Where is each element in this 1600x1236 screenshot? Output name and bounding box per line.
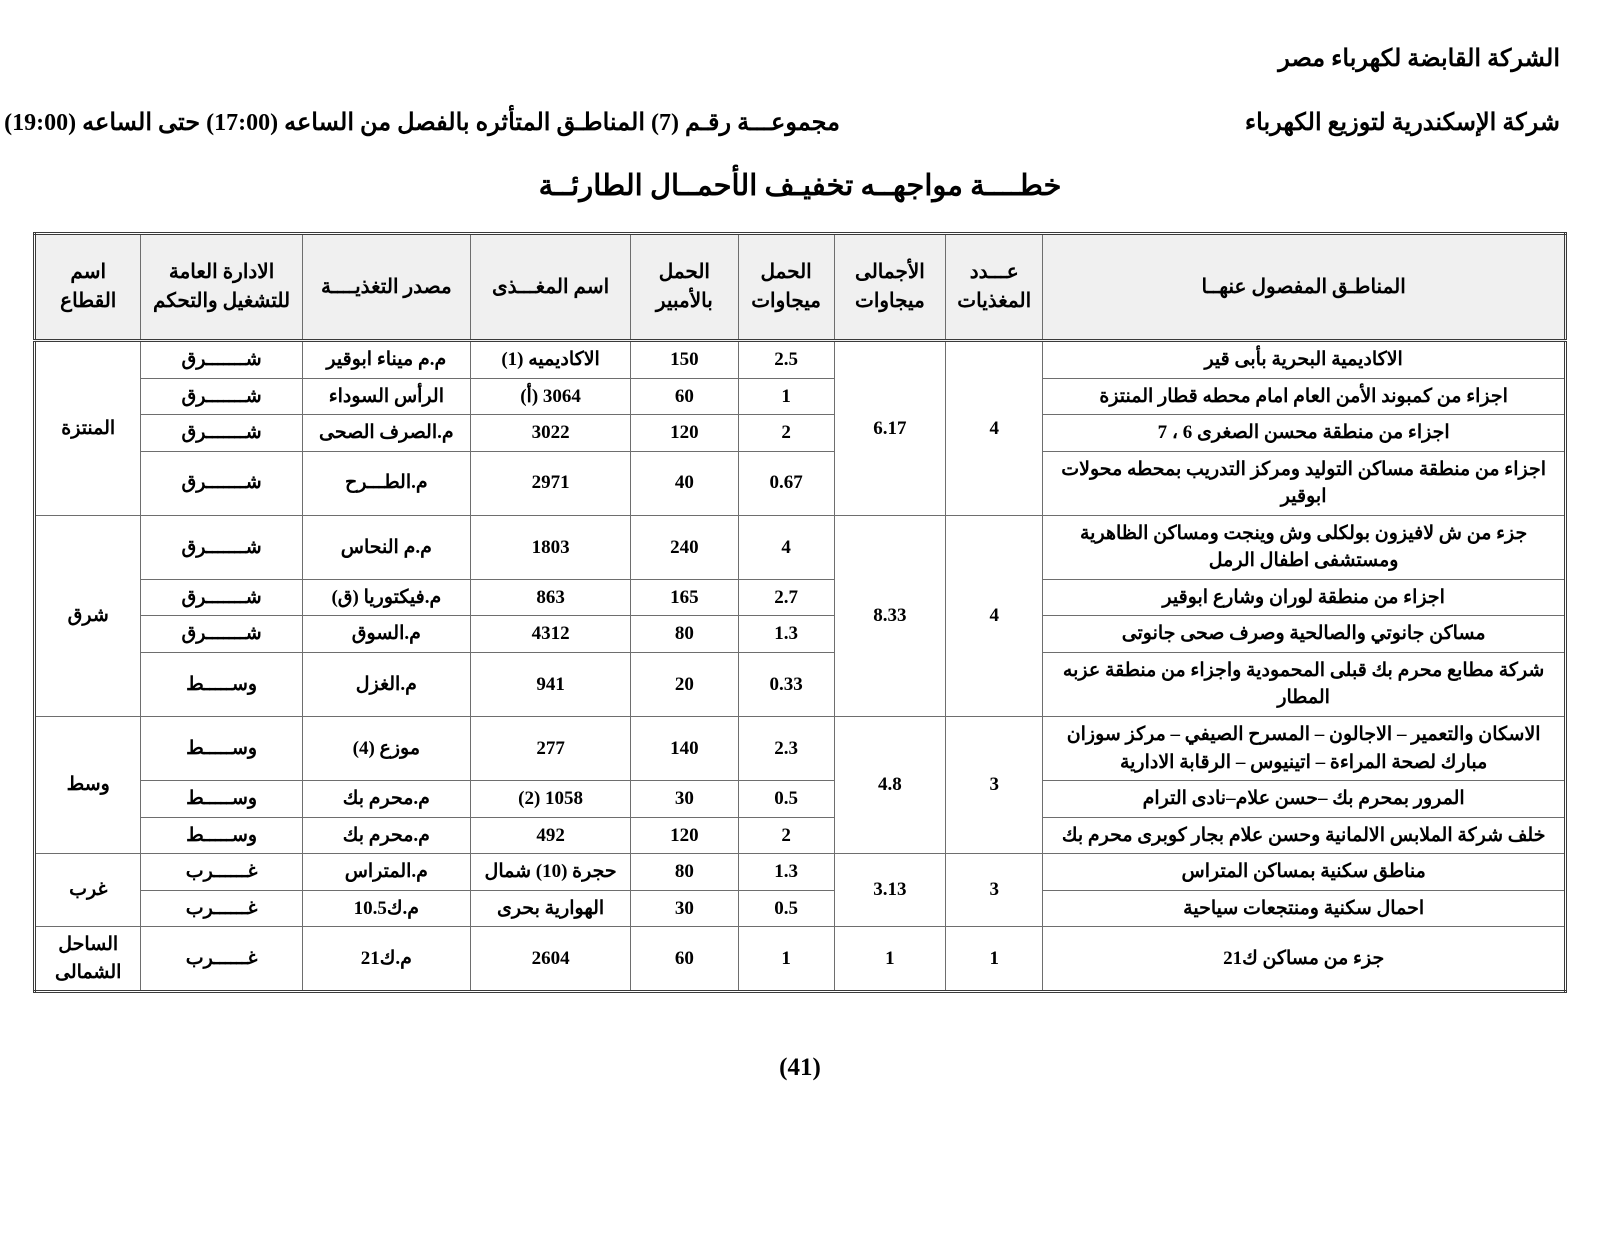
cell-feeder-count: 3 <box>946 854 1043 927</box>
cell-load-amp: 120 <box>631 415 738 452</box>
cell-feeder-name: 3022 <box>471 415 631 452</box>
cell-feeder-name: 2604 <box>471 927 631 992</box>
col-header-load-amp <box>631 234 738 341</box>
col-header-load-mw <box>738 234 834 341</box>
cell-areas: اجزاء من منطقة مساكن التوليد ومركز التدريب بمحطه محولات ابوقير <box>1043 451 1566 515</box>
cell-areas: جزء من مساكن ك21 <box>1043 927 1566 992</box>
cell-areas: احمال سكنية ومنتجعات سياحية <box>1043 890 1566 927</box>
cell-total-mw: 1 <box>834 927 946 992</box>
cell-load-amp: 80 <box>631 854 738 891</box>
group-schedule-line: مجموعـــة رقـم (7) المناطـق المتأثره بالفصل من الساعه (17:00) حتى الساعه (19:00) <box>4 110 840 136</box>
table-row <box>35 579 1566 616</box>
load-shedding-table <box>33 232 1567 993</box>
table-row <box>35 341 1566 379</box>
col-header-load-mw-l1: الحمل <box>760 261 812 283</box>
table-row <box>35 817 1566 854</box>
cell-feeder-count: 3 <box>946 717 1043 854</box>
cell-load-mw: 1 <box>738 378 834 415</box>
cell-load-amp: 60 <box>631 927 738 992</box>
cell-load-mw: 0.33 <box>738 652 834 716</box>
cell-department: وســـــط <box>141 717 302 781</box>
table-body <box>35 341 1566 992</box>
col-header-load-mw-l2: ميجاوات <box>751 290 821 312</box>
load-shedding-table-wrapper <box>33 232 1567 993</box>
cell-department: شـــــــرق <box>141 515 302 579</box>
cell-supply-source: موزع (4) <box>302 717 470 781</box>
cell-supply-source: م.الصرف الصحى <box>302 415 470 452</box>
cell-load-amp: 120 <box>631 817 738 854</box>
cell-load-mw: 1.3 <box>738 854 834 891</box>
cell-feeder-name: 863 <box>471 579 631 616</box>
cell-feeder-name: 1803 <box>471 515 631 579</box>
table-row <box>35 616 1566 653</box>
cell-supply-source: م.م ميناء ابوقير <box>302 341 470 379</box>
holding-company-name: الشركة القابضة لكهرباء مصر <box>1278 46 1560 72</box>
cell-load-mw: 0.67 <box>738 451 834 515</box>
cell-load-amp: 20 <box>631 652 738 716</box>
cell-feeder-name: الهوارية بحرى <box>471 890 631 927</box>
cell-department: غــــــرب <box>141 890 302 927</box>
distribution-company-name: شركة الإسكندرية لتوزيع الكهرباء <box>1244 110 1560 136</box>
cell-sector: غرب <box>35 854 141 927</box>
cell-department: شـــــــرق <box>141 451 302 515</box>
cell-supply-source: م.فيكتوريا (ق) <box>302 579 470 616</box>
cell-supply-source: م.محرم بك <box>302 817 470 854</box>
cell-load-amp: 150 <box>631 341 738 379</box>
cell-feeder-name: الاكاديميه (1) <box>471 341 631 379</box>
col-header-supply-source: مصدر التغذيــــة <box>302 234 470 341</box>
cell-department: غــــــرب <box>141 927 302 992</box>
cell-feeder-name: 277 <box>471 717 631 781</box>
col-header-load-amp-l1: الحمل <box>658 261 710 283</box>
cell-load-mw: 0.5 <box>738 890 834 927</box>
cell-areas: مساكن جانوتي والصالحية وصرف صحى جانوتى <box>1043 616 1566 653</box>
cell-load-mw: 1.3 <box>738 616 834 653</box>
cell-areas: المرور بمحرم بك –حسن علام–نادى الترام <box>1043 781 1566 818</box>
col-header-areas: المناطـق المفصول عنهــا <box>1043 234 1566 341</box>
table-row <box>35 781 1566 818</box>
cell-supply-source: م.م النحاس <box>302 515 470 579</box>
col-header-feeder-count-l1: عـــدد <box>969 261 1019 283</box>
cell-department: شـــــــرق <box>141 378 302 415</box>
cell-feeder-name: 1058 (2) <box>471 781 631 818</box>
cell-load-amp: 240 <box>631 515 738 579</box>
cell-total-mw: 4.8 <box>834 717 946 854</box>
cell-areas: اجزاء من كمبوند الأمن العام امام محطه قطار المنتزة <box>1043 378 1566 415</box>
cell-load-amp: 30 <box>631 781 738 818</box>
cell-load-mw: 4 <box>738 515 834 579</box>
cell-supply-source: م.ك10.5 <box>302 890 470 927</box>
cell-feeder-count: 4 <box>946 341 1043 516</box>
cell-load-mw: 2 <box>738 817 834 854</box>
cell-feeder-name: 492 <box>471 817 631 854</box>
table-row <box>35 415 1566 452</box>
cell-load-mw: 2.7 <box>738 579 834 616</box>
cell-sector: الساحل الشمالى <box>35 927 141 992</box>
col-header-feeder-name: اسم المغـــذى <box>471 234 631 341</box>
col-header-feeder-count <box>946 234 1043 341</box>
cell-feeder-name: 4312 <box>471 616 631 653</box>
col-header-load-amp-l2: بالأمبير <box>655 290 713 312</box>
document-title: خطــــة مواجهــه تخفيـف الأحمــال الطارئــة <box>538 170 1062 202</box>
table-row <box>35 652 1566 716</box>
cell-supply-source: الرأس السوداء <box>302 378 470 415</box>
cell-department: وســـــط <box>141 781 302 818</box>
page-number: (41) <box>779 1054 821 1081</box>
cell-areas: الاكاديمية البحرية بأبى قير <box>1043 341 1566 379</box>
col-header-department-l1: الادارة العامة <box>168 261 275 283</box>
cell-department: شـــــــرق <box>141 579 302 616</box>
cell-sector: شرق <box>35 515 141 716</box>
cell-department: شـــــــرق <box>141 415 302 452</box>
cell-feeder-name: 941 <box>471 652 631 716</box>
cell-sector: المنتزة <box>35 341 141 516</box>
col-header-total-mw-l1: الأجمالى <box>855 261 925 283</box>
cell-areas: مناطق سكنية بمساكن المتراس <box>1043 854 1566 891</box>
cell-department: وســـــط <box>141 817 302 854</box>
cell-feeder-name: حجرة (10) شمال <box>471 854 631 891</box>
cell-feeder-count: 1 <box>946 927 1043 992</box>
col-header-total-mw <box>834 234 946 341</box>
cell-areas: خلف شركة الملابس الالمانية وحسن علام بجار كوبرى محرم بك <box>1043 817 1566 854</box>
cell-feeder-name: 2971 <box>471 451 631 515</box>
cell-supply-source: م.الطـــرح <box>302 451 470 515</box>
cell-supply-source: م.محرم بك <box>302 781 470 818</box>
cell-load-mw: 1 <box>738 927 834 992</box>
cell-load-mw: 0.5 <box>738 781 834 818</box>
table-row <box>35 451 1566 515</box>
cell-department: شـــــــرق <box>141 341 302 379</box>
col-header-total-mw-l2: ميجاوات <box>855 290 925 312</box>
table-row <box>35 717 1566 781</box>
cell-areas: الاسكان والتعمير – الاجالون – المسرح الصيفي – مركز سوزان مبارك لصحة المراءة – اتينيوس – الرقابة الادارية <box>1043 717 1566 781</box>
cell-load-mw: 2.5 <box>738 341 834 379</box>
cell-areas: اجزاء من منطقة لوران وشارع ابوقير <box>1043 579 1566 616</box>
cell-department: غــــــرب <box>141 854 302 891</box>
table-row <box>35 890 1566 927</box>
cell-load-amp: 80 <box>631 616 738 653</box>
cell-feeder-name: 3064 (أ) <box>471 378 631 415</box>
cell-department: وســـــط <box>141 652 302 716</box>
cell-supply-source: م.المتراس <box>302 854 470 891</box>
cell-supply-source: م.ك21 <box>302 927 470 992</box>
table-row <box>35 927 1566 992</box>
col-header-department-l2: للتشغيل والتحكم <box>153 290 291 312</box>
col-header-sector: اسم القطاع <box>35 234 141 341</box>
cell-load-amp: 40 <box>631 451 738 515</box>
cell-total-mw: 3.13 <box>834 854 946 927</box>
cell-feeder-count: 4 <box>946 515 1043 716</box>
table-header-row <box>35 234 1566 341</box>
table-row <box>35 515 1566 579</box>
cell-areas: اجزاء من منطقة محسن الصغرى 6 ، 7 <box>1043 415 1566 452</box>
table-row <box>35 854 1566 891</box>
cell-total-mw: 6.17 <box>834 341 946 516</box>
cell-load-mw: 2.3 <box>738 717 834 781</box>
cell-total-mw: 8.33 <box>834 515 946 716</box>
col-header-department <box>141 234 302 341</box>
cell-load-amp: 30 <box>631 890 738 927</box>
cell-areas: جزء من ش لافيزون بولكلى وش وينجت ومساكن الظاهرية ومستشفى اطفال الرمل <box>1043 515 1566 579</box>
cell-load-amp: 140 <box>631 717 738 781</box>
table-header <box>35 234 1566 341</box>
cell-department: شـــــــرق <box>141 616 302 653</box>
cell-load-mw: 2 <box>738 415 834 452</box>
cell-sector: وسط <box>35 717 141 854</box>
cell-supply-source: م.الغزل <box>302 652 470 716</box>
cell-areas: شركة مطابع محرم بك قبلى المحمودية واجزاء من منطقة عزبه المطار <box>1043 652 1566 716</box>
table-row <box>35 378 1566 415</box>
col-header-feeder-count-l2: المغذيات <box>957 290 1032 312</box>
cell-load-amp: 60 <box>631 378 738 415</box>
cell-load-amp: 165 <box>631 579 738 616</box>
cell-supply-source: م.السوق <box>302 616 470 653</box>
